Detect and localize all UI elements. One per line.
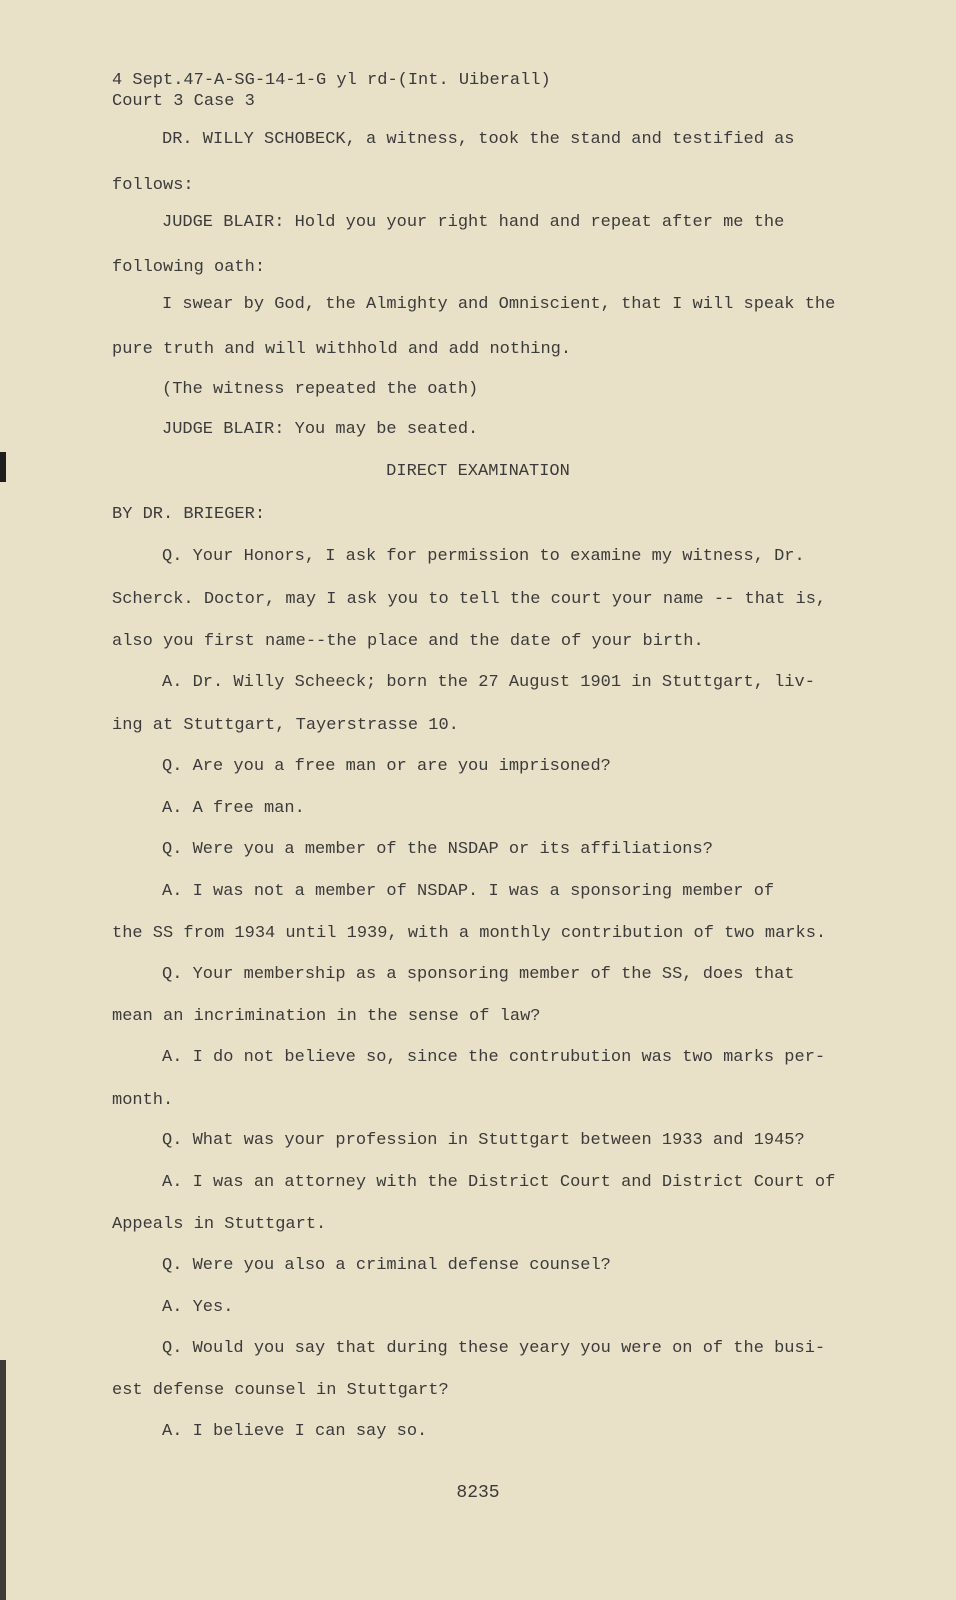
transcript-line: Q. Your Honors, I ask for permission to examine my witness, Dr. [162, 547, 805, 566]
transcript-line: pure truth and will withhold and add nothing. [112, 340, 572, 359]
transcript-line: follows: [112, 176, 194, 195]
transcript-line: ing at Stuttgart, Tayerstrasse 10. [112, 716, 459, 735]
transcript-line: mean an incrimination in the sense of law? [112, 1007, 541, 1026]
transcript-line: JUDGE BLAIR: You may be seated. [162, 420, 479, 439]
transcript-line: Q. Are you a free man or are you imprisoned? [162, 757, 611, 776]
transcript-line: also you first name--the place and the date of your birth. [112, 632, 704, 651]
header [112, 70, 551, 112]
transcript-line: JUDGE BLAIR: Hold you your right hand and repeat after me the [162, 213, 785, 232]
transcript-line: A. I believe I can say so. [162, 1422, 428, 1441]
transcript-line: A. Yes. [162, 1298, 234, 1317]
transcript-line: month. [112, 1091, 174, 1110]
transcript-line: A. I do not believe so, since the contrubution was two marks per- [162, 1048, 826, 1067]
page-number: 8235 [456, 1483, 500, 1503]
transcript-line: Q. Were you also a criminal defense counsel? [162, 1256, 611, 1275]
transcript-line: DR. WILLY SCHOBECK, a witness, took the stand and testified as [162, 130, 795, 149]
transcript-line: A. Dr. Willy Scheeck; born the 27 August 1901 in Stuttgart, liv- [162, 673, 815, 692]
transcript-line: I swear by God, the Almighty and Omniscient, that I will speak the [162, 295, 836, 314]
header-line-2: Court 3 Case 3 [112, 92, 255, 111]
header-line-1: 4 Sept.47-A-SG-14-1-G yl rd-(Int. Uiberall) [112, 71, 551, 90]
transcript-line: Appeals in Stuttgart. [112, 1215, 327, 1234]
transcript-line: A. A free man. [162, 799, 305, 818]
transcript-line: Q. Were you a member of the NSDAP or its affiliations? [162, 840, 713, 859]
transcript-line: BY DR. BRIEGER: [112, 505, 266, 524]
transcript-line: est defense counsel in Stuttgart? [112, 1381, 449, 1400]
transcript-line: (The witness repeated the oath) [162, 380, 479, 399]
edge-binding-mark [0, 1360, 6, 1600]
transcript-line: Q. Would you say that during these yeary you were on of the busi- [162, 1339, 826, 1358]
section-heading: DIRECT EXAMINATION [386, 462, 570, 481]
transcript-line: Q. Your membership as a sponsoring member of the SS, does that [162, 965, 795, 984]
transcript-line: Q. What was your profession in Stuttgart between 1933 and 1945? [162, 1131, 805, 1150]
transcript-line: Scherck. Doctor, may I ask you to tell the court your name -- that is, [112, 590, 827, 609]
transcript-line: A. I was an attorney with the District Court and District Court of [162, 1173, 836, 1192]
transcript-line: A. I was not a member of NSDAP. I was a sponsoring member of [162, 882, 775, 901]
transcript-line: the SS from 1934 until 1939, with a monthly contribution of two marks. [112, 924, 827, 943]
transcript-line: following oath: [112, 258, 266, 277]
